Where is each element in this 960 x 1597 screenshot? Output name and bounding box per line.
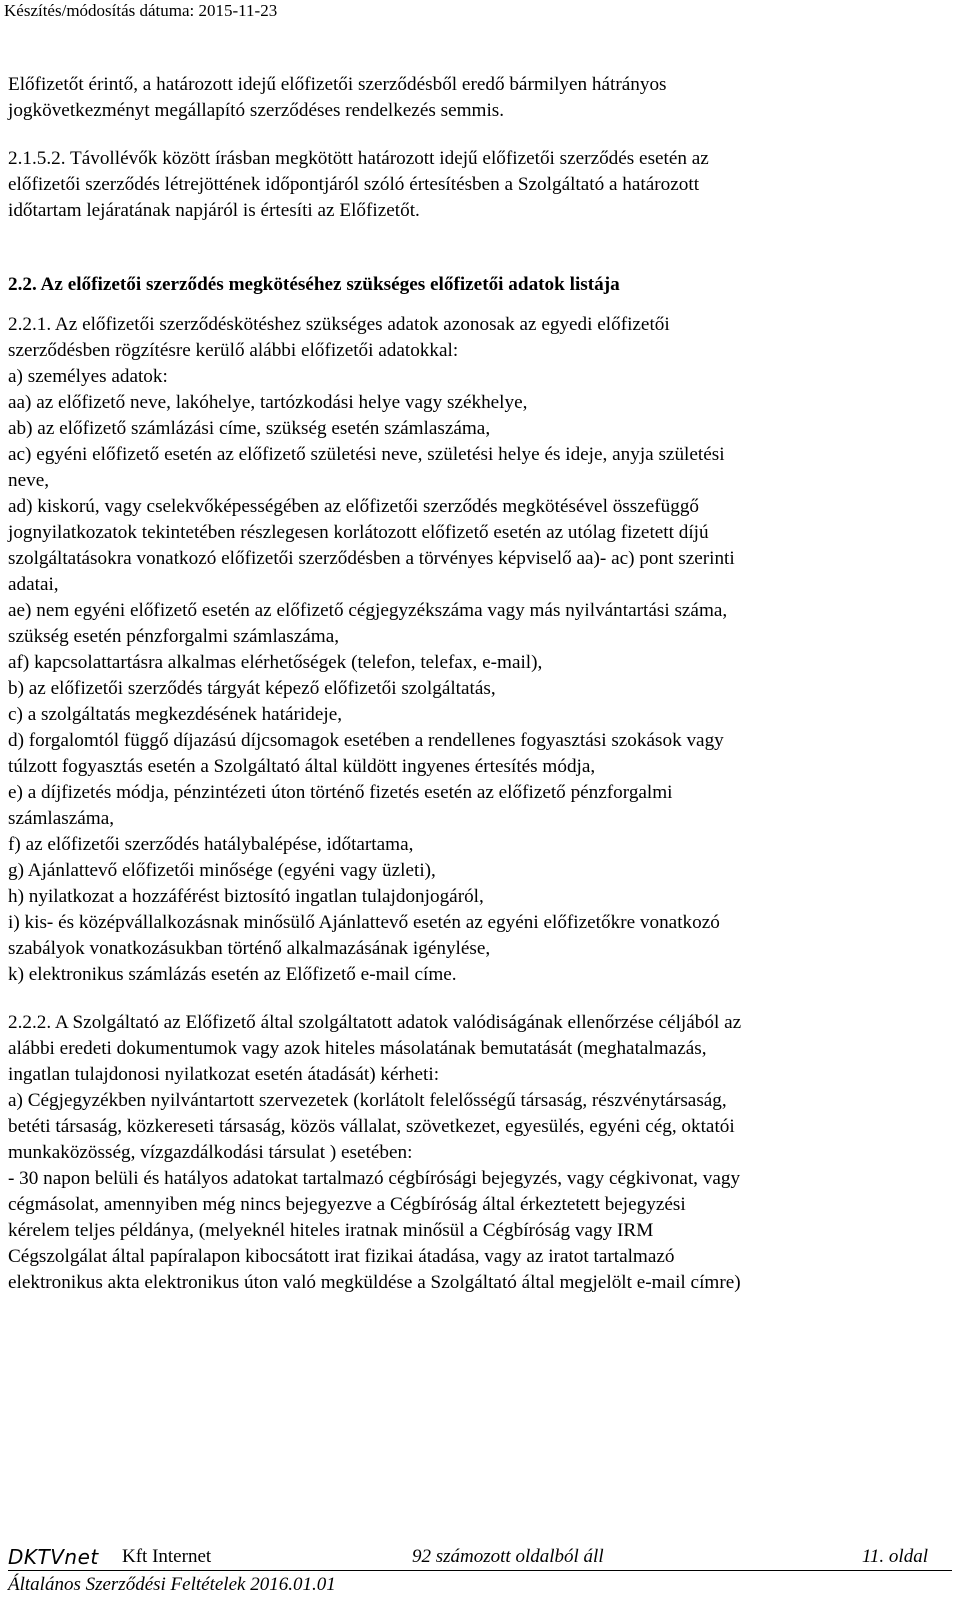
text-line: - 30 napon belüli és hatályos adatokat tartalmazó cégbírósági bejegyzés, vagy cégkivonat, vagy [8, 1168, 741, 1189]
text-line: előfizetői szerződés létrejöttének időpontjáról szóló értesítésben a Szolgáltató a határozott [8, 174, 700, 195]
text-line: k) elektronikus számlázás esetén az Előfizető e-mail címe. [8, 964, 457, 985]
text-line: e) a díjfizetés módja, pénzintézeti úton történő fizetés esetén az előfizető pénzforgalmi [8, 782, 673, 803]
footer-row [8, 1545, 952, 1569]
text-line: b) az előfizetői szerződés tárgyát képező előfizetői szolgáltatás, [8, 678, 496, 699]
paragraph-1 [8, 72, 952, 124]
text-line: betéti társaság, közkereseti társaság, közös vállalat, szövetkezet, egyesülés, egyéni cég, oktatói [8, 1116, 735, 1137]
footer-page-count: 92 számozott oldalból áll [412, 1546, 604, 1567]
page-header-date: Készítés/módosítás dátuma: 2015-11-23 [4, 1, 278, 20]
text-line: cégmásolat, amennyiben még nincs bejegyezve a Cégbíróság által érkeztetett bejegyzési [8, 1194, 686, 1215]
text-line: ac) egyéni előfizető esetén az előfizető születési neve, születési helye és ideje, anyja születési [8, 444, 725, 465]
footer-divider [8, 1570, 952, 1571]
text-line: szabályok vonatkozásukban történő alkalmazásának igénylése, [8, 938, 491, 959]
text-line: 2.2.2. A Szolgáltató az Előfizető által szolgáltatott adatok valódiságának ellenőrzése céljából az [8, 1012, 742, 1033]
document-body [8, 72, 952, 1296]
text-line: ae) nem egyéni előfizető esetén az előfizető cégjegyzékszáma vagy más nyilvántartási száma, [8, 600, 728, 621]
text-line: c) a szolgáltatás megkezdésének határideje, [8, 704, 343, 725]
text-line: i) kis- és középvállalkozásnak minősülő Ajánlattevő esetén az egyéni előfizetőkre vonatkozó [8, 912, 720, 933]
text-line: adatai, [8, 574, 59, 595]
paragraph-2 [8, 146, 952, 224]
text-line: szükség esetén pénzforgalmi számlaszáma, [8, 626, 340, 647]
text-line: a) Cégjegyzékben nyilvántartott szervezetek (korlátolt felelősségű társaság, részvénytársaság, [8, 1090, 727, 1111]
text-line: szerződésben rögzítésre kerülő alábbi előfizetői adatokkal: [8, 340, 459, 361]
footer-company: Kft Internet [122, 1546, 212, 1567]
text-line: aa) az előfizető neve, lakóhelye, tartózkodási helye vagy székhelye, [8, 392, 528, 413]
text-line: a) személyes adatok: [8, 366, 168, 387]
text-line: Előfizetőt érintő, a határozott idejű előfizetői szerződésből eredő bármilyen hátrányos [8, 74, 667, 95]
section-heading: 2.2. Az előfizetői szerződés megkötéséhez szükséges előfizetői adatok listája [8, 274, 620, 295]
text-line: időtartam lejáratának napjáról is értesíti az Előfizetőt. [8, 200, 420, 221]
text-line: neve, [8, 470, 50, 491]
footer-page-number: 11. oldal [861, 1546, 928, 1567]
text-line: d) forgalomtól függő díjazású díjcsomagok esetében a rendellenes fogyasztási szokások vagy [8, 730, 724, 751]
page-footer [8, 1545, 952, 1597]
text-line: 2.1.5.2. Távollévők között írásban megkötött határozott idejű előfizetői szerződés esetén az [8, 148, 709, 169]
text-line: f) az előfizetői szerződés hatálybalépése, időtartama, [8, 834, 414, 855]
text-line: af) kapcsolattartásra alkalmas elérhetőségek (telefon, telefax, e-mail), [8, 652, 543, 673]
text-line: alábbi eredeti dokumentumok vagy azok hiteles másolatának bemutatását (meghatalmazás, [8, 1038, 707, 1059]
footer-subtitle: Általános Szerződési Feltételek 2016.01.01 [8, 1574, 336, 1595]
paragraph-4 [8, 1010, 952, 1296]
text-line: számlaszáma, [8, 808, 115, 829]
text-line: jognyilatkozatok tekintetében részlegesen korlátozott előfizető esetén az utólag fizetett díjú [8, 522, 709, 543]
paragraph-3 [8, 312, 952, 988]
text-line: Cégszolgálat által papíralapon kibocsátott irat fizikai átadása, vagy az iratot tartalmazó [8, 1246, 675, 1267]
text-line: elektronikus akta elektronikus úton való megküldése a Szolgáltató által megjelölt e-mail címre) [8, 1272, 741, 1293]
text-line: ad) kiskorú, vagy cselekvőképességében az előfizetői szerződés megkötésével összefüggő [8, 496, 700, 517]
text-line: h) nyilatkozat a hozzáférést biztosító ingatlan tulajdonjogáról, [8, 886, 484, 907]
text-line: ingatlan tulajdonosi nyilatkozat esetén átadását) kérheti: [8, 1064, 440, 1085]
footer-brand: DKTVnet [8, 1545, 99, 1569]
text-line: 2.2.1. Az előfizetői szerződéskötéshez szükséges adatok azonosak az egyedi előfizetői [8, 314, 670, 335]
text-line: jogkövetkezményt megállapító szerződéses rendelkezés semmis. [8, 100, 505, 121]
text-line: ab) az előfizető számlázási címe, szükség esetén számlaszáma, [8, 418, 491, 439]
text-line: munkaközösség, vízgazdálkodási társulat ) esetében: [8, 1142, 413, 1163]
text-line: g) Ajánlattevő előfizetői minősége (egyéni vagy üzleti), [8, 860, 436, 881]
text-line: kérelem teljes példánya, (melyeknél hiteles iratnak minősül a Cégbíróság vagy IRM [8, 1220, 654, 1241]
text-line: szolgáltatásokra vonatkozó előfizetői szerződésben a törvényes képviselő aa)- ac) pont szerinti [8, 548, 735, 569]
text-line: túlzott fogyasztás esetén a Szolgáltató által küldött ingyenes értesítés módja, [8, 756, 596, 777]
